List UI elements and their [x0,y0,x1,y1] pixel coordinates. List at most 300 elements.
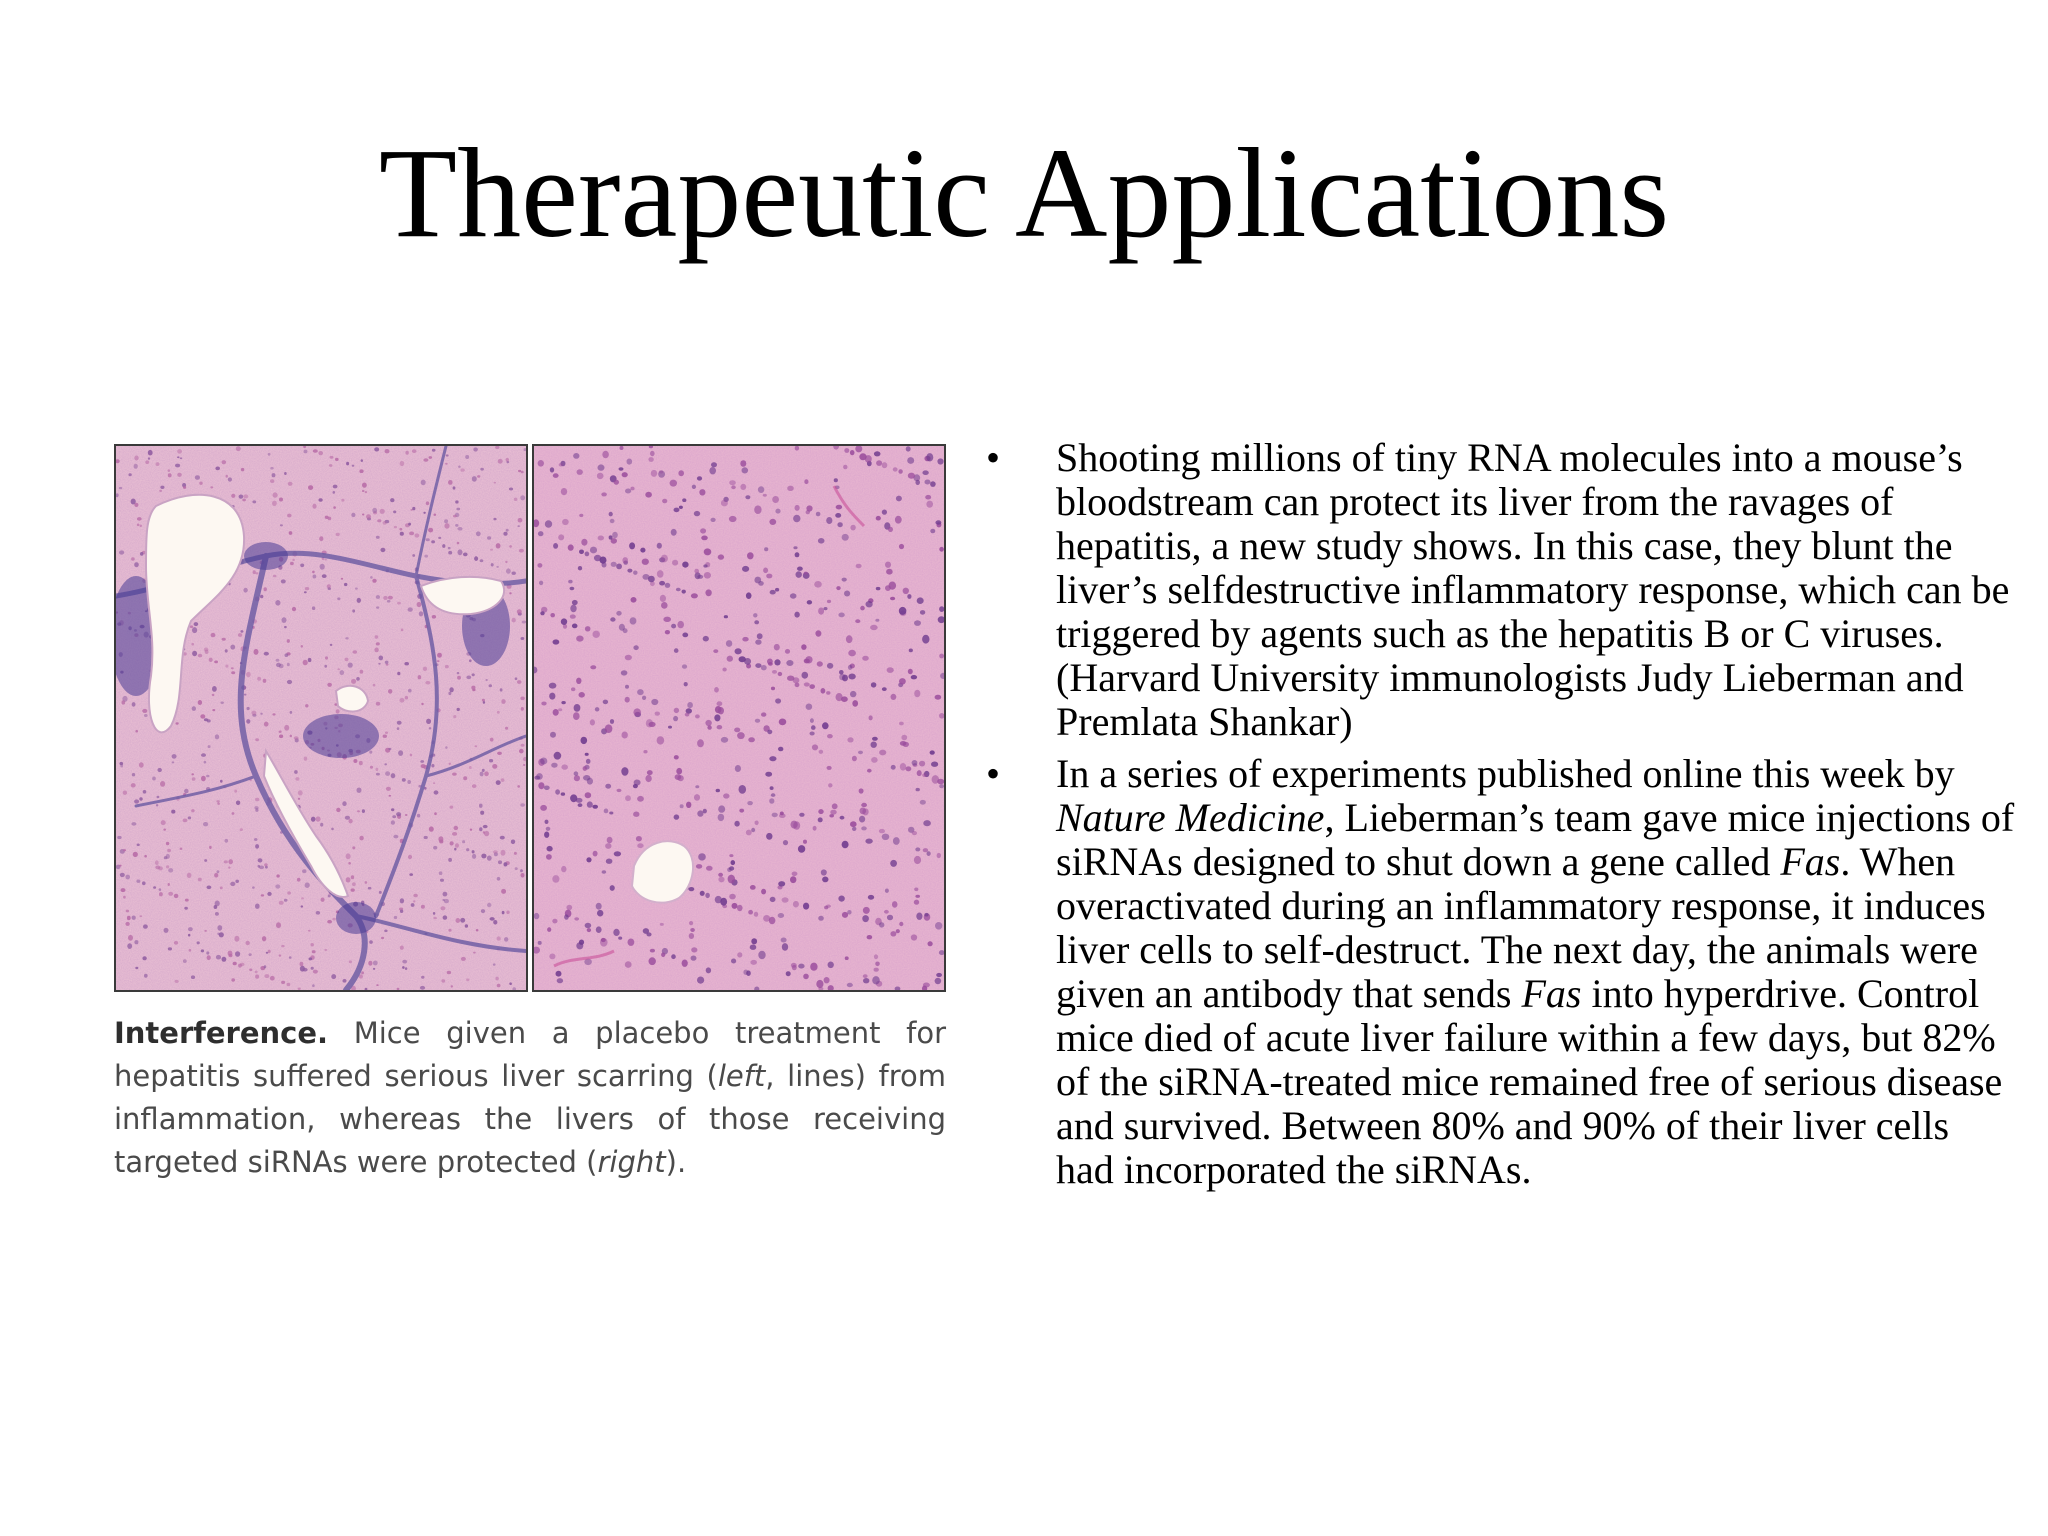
cell-nucleus [232,812,235,815]
cell-nucleus [637,689,644,695]
cell-nucleus [538,531,544,536]
cell-nucleus [735,765,741,772]
cell-nucleus [429,727,432,729]
cell-nucleus [309,957,313,960]
cell-nucleus [806,510,810,514]
cell-nucleus [573,712,580,720]
cell-nucleus [225,665,228,668]
cell-nucleus [117,836,121,839]
cell-nucleus [697,810,703,816]
cell-nucleus [816,980,823,988]
cell-nucleus [879,829,885,833]
cell-nucleus [421,905,425,909]
cell-nucleus [482,699,485,702]
cell-nucleus [473,447,478,451]
cell-nucleus [728,875,735,884]
cell-nucleus [515,677,518,680]
cell-nucleus [262,936,266,941]
cell-nucleus [799,813,804,817]
cell-nucleus [874,968,879,972]
cell-nucleus [466,676,471,680]
cell-nucleus [308,485,313,490]
bullet-list [976,436,2016,1200]
cell-nucleus [289,531,293,535]
cell-nucleus [842,578,847,582]
cell-nucleus [501,889,506,894]
cell-nucleus [521,471,524,474]
cell-nucleus [782,897,789,902]
cell-nucleus [821,688,826,694]
cell-nucleus [255,808,258,812]
cell-nucleus [383,521,387,525]
cell-nucleus [919,761,925,767]
cell-nucleus [460,918,465,923]
cell-nucleus [174,941,178,945]
cell-nucleus [561,866,566,872]
cell-nucleus [561,764,568,769]
cell-nucleus [643,750,647,753]
cell-nucleus [399,528,402,531]
cell-nucleus [775,588,779,592]
cell-nucleus [682,498,686,502]
cell-nucleus [792,872,798,877]
cell-nucleus [796,571,802,578]
cell-nucleus [539,581,543,586]
cell-nucleus [313,970,318,974]
cell-nucleus [500,836,505,840]
cell-nucleus [747,801,753,805]
micrograph-panels [114,444,946,992]
cell-nucleus [522,621,526,624]
cell-nucleus [775,698,781,703]
cell-nucleus [134,503,138,507]
cell-nucleus [426,538,430,541]
cell-nucleus [922,635,929,644]
cell-nucleus [168,892,173,896]
cell-nucleus [633,708,641,716]
cell-nucleus [568,580,572,584]
cell-nucleus [346,462,349,466]
cell-nucleus [123,791,127,795]
cell-nucleus [764,547,768,551]
cell-nucleus [586,857,591,862]
cell-nucleus [207,955,211,960]
cell-nucleus [441,979,445,983]
cell-nucleus [766,574,772,579]
cell-nucleus [936,973,942,977]
cell-nucleus [198,654,203,658]
cell-nucleus [400,698,405,703]
cell-nucleus [616,564,622,570]
cell-nucleus [331,828,334,831]
cell-nucleus [705,720,711,726]
cell-nucleus [935,695,942,700]
cell-nucleus [405,814,408,816]
cell-nucleus [264,722,269,727]
cell-nucleus [585,552,590,557]
cell-nucleus [739,785,747,794]
cell-nucleus [368,887,372,890]
cell-nucleus [246,719,250,724]
cell-nucleus [858,751,863,755]
cell-nucleus [545,520,552,528]
cell-nucleus [770,897,776,902]
cell-nucleus [678,470,684,476]
cell-nucleus [376,642,380,645]
cell-nucleus [770,786,774,790]
cell-nucleus [818,817,823,822]
cell-nucleus [602,870,607,874]
cell-nucleus [505,561,507,563]
cell-nucleus [885,585,891,591]
cell-nucleus [837,522,842,527]
cell-nucleus [328,587,331,590]
cell-nucleus [206,951,209,954]
cell-nucleus [211,633,216,637]
cell-nucleus [325,656,328,659]
cell-nucleus [139,797,142,800]
cell-nucleus [765,772,772,777]
cell-nucleus [204,930,207,932]
cell-nucleus [596,926,602,933]
cell-nucleus [939,784,944,788]
cell-nucleus [351,513,355,517]
cell-nucleus [480,559,484,562]
cell-nucleus [583,775,590,781]
cell-nucleus [604,809,609,814]
cell-nucleus [279,664,284,669]
cell-nucleus [655,712,660,716]
cell-nucleus [272,713,275,715]
cell-nucleus [761,712,766,716]
cell-nucleus [761,665,767,670]
cell-nucleus [195,475,200,480]
cell-nucleus [423,512,425,514]
cell-nucleus [421,976,424,979]
cell-nucleus [937,853,941,858]
cell-nucleus [810,963,817,971]
cell-nucleus [685,713,690,717]
cell-nucleus [930,529,935,534]
cell-nucleus [469,766,472,769]
cell-nucleus [514,498,518,501]
cell-nucleus [822,877,828,883]
cell-nucleus [301,897,304,899]
cell-nucleus [657,736,665,744]
cell-nucleus [123,896,126,899]
cell-nucleus [686,802,691,808]
cell-nucleus [914,690,920,697]
bullet-text-1: Shooting millions of tiny RNA molecules into a mouse’s bloodstream can protect its liver from the ravages of hepatitis, a new study shows. In this case, they blunt the liver’s selfdestructive inflammatory response, which can be triggered by agents such as the hepatitis B or C viruses. (Harvard University immunologists Judy Lieberman and Premlata Shankar) [1056,435,2010,744]
cell-nucleus [231,978,235,981]
cell-nucleus [583,766,587,771]
cell-nucleus [434,790,439,794]
cell-nucleus [501,850,506,856]
cell-nucleus [697,476,702,480]
cell-nucleus [496,566,499,568]
cell-nucleus [695,785,699,788]
cell-nucleus [385,771,390,776]
cell-nucleus [648,457,653,462]
cell-nucleus [717,725,723,729]
cell-nucleus [915,895,920,898]
cell-nucleus [311,967,314,970]
cell-nucleus [932,775,939,784]
cell-nucleus [272,473,276,477]
cell-nucleus [386,787,391,791]
cell-nucleus [446,454,449,456]
cell-nucleus [144,855,147,858]
cell-nucleus [886,569,893,575]
cell-nucleus [899,722,904,726]
cell-nucleus [298,798,300,800]
cell-nucleus [642,696,646,700]
cell-nucleus [255,572,258,574]
cell-nucleus [651,470,657,477]
cell-nucleus [517,680,521,684]
cell-nucleus [679,506,683,509]
cell-nucleus [922,773,927,777]
cell-nucleus [458,549,463,555]
cell-nucleus [139,762,144,767]
cell-nucleus [540,611,544,615]
cell-nucleus [362,514,364,516]
cell-nucleus [330,456,334,459]
cell-nucleus [134,940,138,944]
cell-nucleus [819,750,824,754]
cell-nucleus [434,514,437,516]
cell-nucleus [214,905,218,909]
cell-nucleus [863,974,868,978]
cell-nucleus [131,557,135,560]
cell-nucleus [899,544,904,549]
cell-nucleus [867,769,872,773]
cell-nucleus [134,562,139,567]
cell-nucleus [349,819,353,824]
cell-nucleus [192,706,196,711]
cell-nucleus [126,910,129,913]
cell-nucleus [538,941,542,945]
cell-nucleus [843,465,847,470]
cell-nucleus [619,467,624,470]
cell-nucleus [671,624,676,629]
cell-nucleus [448,547,451,549]
cell-nucleus [649,722,656,727]
cell-nucleus [521,873,525,878]
cell-nucleus [431,540,435,543]
cell-nucleus [850,525,855,531]
cell-nucleus [324,949,327,951]
cell-nucleus [546,854,552,860]
cell-nucleus [380,509,385,514]
cell-nucleus [917,770,922,776]
cell-nucleus [590,719,595,725]
cell-nucleus [671,529,677,536]
cell-nucleus [305,704,308,707]
cell-nucleus [680,804,684,808]
cell-nucleus [385,449,390,453]
cell-nucleus [911,675,917,679]
cell-nucleus [231,671,235,674]
cell-nucleus [711,518,716,522]
cell-nucleus [279,954,281,956]
cell-nucleus [861,826,867,830]
cell-nucleus [226,475,228,478]
cell-nucleus [927,851,931,856]
cell-nucleus [870,625,878,630]
cell-nucleus [215,467,220,471]
cell-nucleus [258,865,261,868]
cell-nucleus [431,764,434,767]
cell-nucleus [757,633,763,639]
cell-nucleus [258,858,263,862]
cell-nucleus [778,672,783,676]
cell-nucleus [243,494,248,498]
cell-nucleus [311,817,316,822]
cell-nucleus [369,751,372,754]
cell-nucleus [801,644,806,650]
cell-nucleus [440,879,444,882]
cell-nucleus [425,681,430,685]
cell-nucleus [332,918,335,921]
cell-nucleus [862,656,869,661]
cell-nucleus [706,967,711,973]
cell-nucleus [344,583,347,586]
cell-nucleus [380,548,385,552]
cell-nucleus [345,816,350,820]
cell-nucleus [874,954,878,959]
cell-nucleus [180,848,183,850]
cell-nucleus [174,894,179,898]
cell-nucleus [376,595,380,599]
cell-nucleus [842,534,849,541]
cell-nucleus [903,588,909,594]
cell-nucleus [770,590,776,595]
cell-nucleus [472,854,476,859]
cell-nucleus [610,719,614,724]
cell-nucleus [574,775,580,781]
cell-nucleus [198,878,202,882]
cell-nucleus [453,486,456,489]
cell-nucleus [871,742,877,748]
cell-nucleus [448,858,452,862]
cell-nucleus [275,884,280,888]
cell-nucleus [388,748,391,750]
cell-nucleus [381,937,384,939]
cell-nucleus [445,463,448,465]
cell-nucleus [684,682,688,686]
cell-nucleus [448,692,451,695]
cell-nucleus [521,744,525,747]
cell-nucleus [574,704,581,712]
cell-nucleus [771,687,775,691]
cell-nucleus [697,575,703,579]
cell-nucleus [408,523,411,526]
cell-nucleus [480,811,484,815]
cell-nucleus [140,915,143,917]
cell-nucleus [348,663,353,668]
cell-nucleus [813,826,817,831]
cell-nucleus [498,459,503,464]
cell-nucleus [803,974,809,980]
cell-nucleus [601,492,607,496]
cell-nucleus [480,468,484,471]
cell-nucleus [300,962,304,966]
cell-nucleus [168,469,171,472]
cell-nucleus [763,915,770,922]
cell-nucleus [828,962,834,969]
cell-nucleus [631,597,637,603]
cell-nucleus [500,688,503,691]
cell-nucleus [188,934,190,937]
cell-nucleus [914,900,919,905]
cell-nucleus [935,520,941,524]
cell-nucleus [907,457,914,464]
cell-nucleus [398,750,403,756]
cell-nucleus [834,478,838,482]
cell-nucleus [401,629,404,632]
cell-nucleus [333,506,336,509]
cell-nucleus [866,601,873,607]
cell-nucleus [742,467,749,473]
cell-nucleus [740,460,746,467]
cell-nucleus [769,519,776,525]
cell-nucleus [937,458,943,464]
cell-nucleus [405,967,407,970]
cell-nucleus [276,874,279,877]
cell-nucleus [882,834,890,840]
cell-nucleus [305,587,309,590]
cell-nucleus [659,470,663,473]
cell-nucleus [717,701,723,706]
cell-nucleus [455,843,459,848]
cell-nucleus [402,966,405,969]
cell-nucleus [268,453,271,456]
gene-name-1: Fas [1780,839,1841,884]
cell-nucleus [463,776,467,780]
cell-nucleus [400,461,405,466]
cell-nucleus [465,924,468,928]
cell-nucleus [786,971,791,976]
bullet-text-2b: , Lieberman’s team gave mice injections of siRNAs designed to shut down a gene called [1056,795,2015,884]
cell-nucleus [647,770,653,775]
cell-nucleus [490,738,494,742]
cell-nucleus [201,776,206,782]
cell-nucleus [600,938,608,947]
cell-nucleus [164,928,169,933]
cell-nucleus [437,653,442,658]
cell-nucleus [578,566,582,570]
cell-nucleus [353,650,358,654]
cell-nucleus [674,708,679,713]
cell-nucleus [143,790,147,794]
cell-nucleus [842,675,848,682]
cell-nucleus [321,898,325,902]
cell-nucleus [362,490,365,492]
cell-nucleus [448,480,453,485]
cell-nucleus [885,562,891,568]
cell-nucleus [689,921,693,925]
cell-nucleus [865,839,872,844]
cell-nucleus [487,856,492,861]
cell-nucleus [670,480,677,487]
cell-nucleus [798,964,804,969]
cell-nucleus [230,882,235,886]
cell-nucleus [605,724,613,733]
cell-nucleus [839,670,844,675]
cell-nucleus [372,508,377,513]
cell-nucleus [264,965,267,968]
